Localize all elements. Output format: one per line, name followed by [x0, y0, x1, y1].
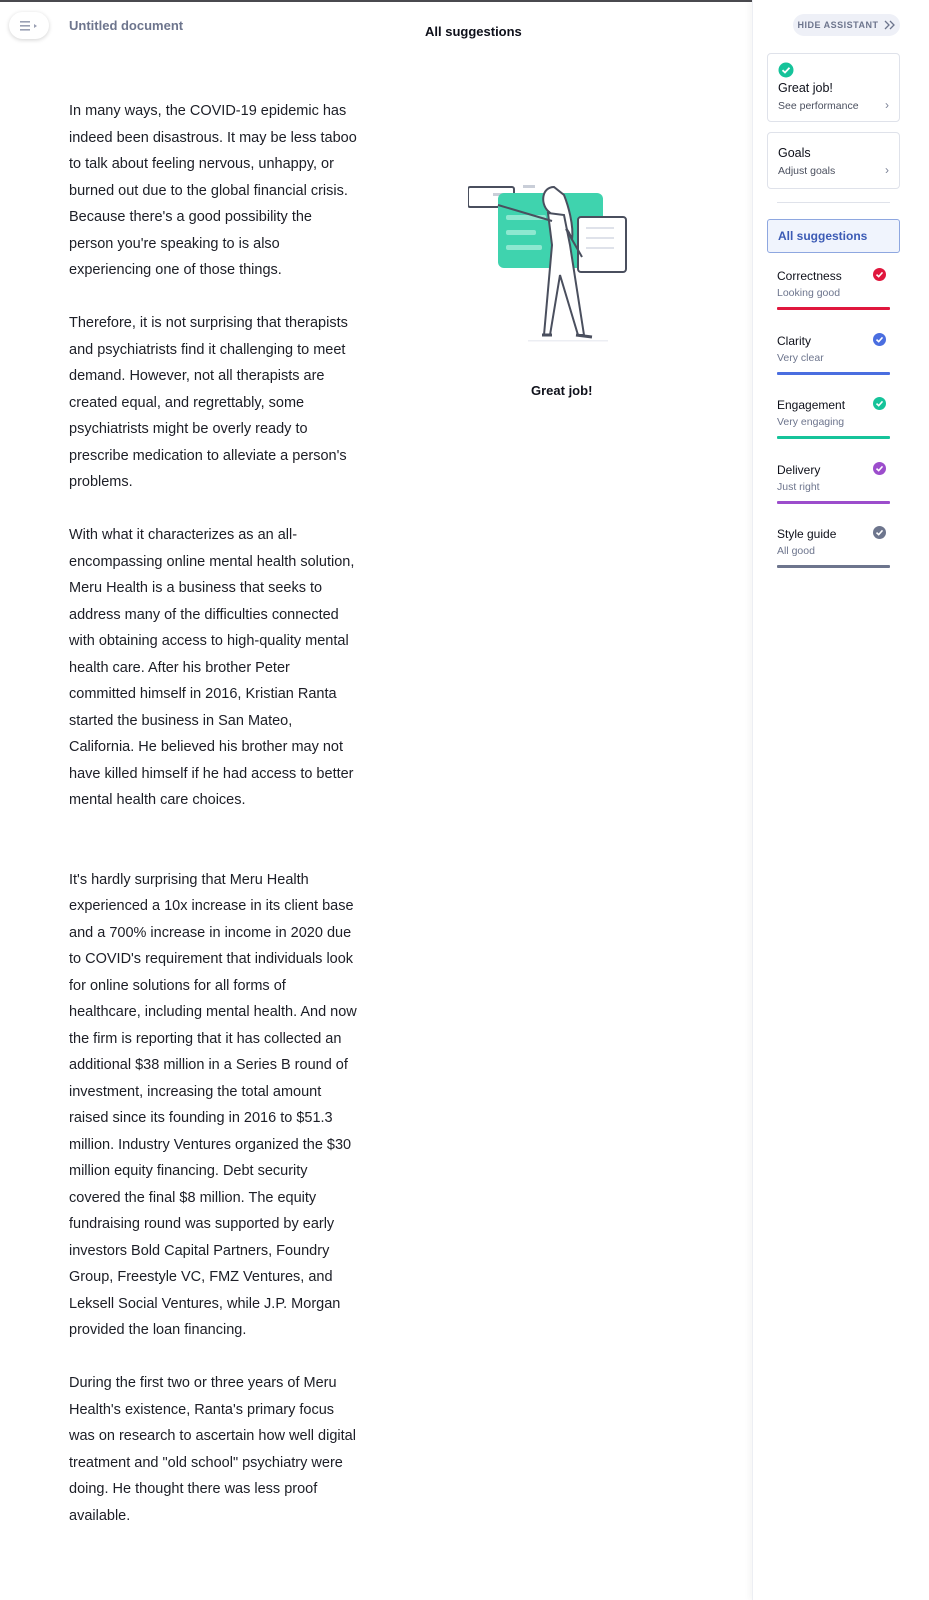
- hide-assistant-button[interactable]: [793, 14, 900, 36]
- performance-title: Great job!: [778, 81, 833, 95]
- menu-icon: [18, 19, 40, 33]
- check-circle-icon: [873, 462, 886, 475]
- paragraph[interactable]: During the first two or three years of Meru Health's existence, Ranta's primary focus was on research to ascertain how well digital treatment and "old school" psychiatry were doing. He thought there was less proof available.: [69, 1375, 356, 1524]
- hide-assistant-label: HIDE ASSISTANT: [797, 20, 879, 30]
- chevron-right-icon: ›: [885, 163, 889, 177]
- category-status: Looking good: [777, 287, 841, 299]
- category-score-bar: [777, 436, 890, 439]
- paragraph[interactable]: With what it characterizes as an all-encompassing online mental health solution, Meru Health is a business that seeks to address many of the difficulties connected with obtaining access to high-quality mental health care. After his brother Peter committed himself in 2016, Kristian Ranta started the business in San Mateo, California. He believed his brother may not have killed himself if he had access to better mental health care choices.: [69, 527, 355, 808]
- category-name: Style guide: [777, 527, 837, 541]
- category-engagement[interactable]: [777, 398, 890, 448]
- category-name: Clarity: [777, 334, 812, 348]
- all-suggestions-button[interactable]: All suggestions: [767, 219, 900, 253]
- suggestions-title: All suggestions: [425, 24, 522, 39]
- category-name: Correctness: [777, 269, 842, 283]
- paragraph[interactable]: It's hardly surprising that Meru Health experienced a 10x increase in its client base and a 700% increase in income in 2020 due to COVID's requirement that individuals look for online solutions for all forms of healthcare, including mental health. And now the firm is reporting that it has collected an additional $38 million in a Series B round of investment, increasing the total amount raised since its founding in 2016 to $51.3 million. Industry Ventures organized the $30 million equity financing. Debt security covered the final $8 million. The equity fundraising round was supported by early investors Bold Capital Partners, Foundry Group, Freestyle VC, FMZ Ventures, and Leksell Social Ventures, while J.P. Morgan provided the loan financing.: [69, 871, 357, 1338]
- category-status: Very engaging: [777, 416, 845, 428]
- category-score-bar: [777, 501, 890, 504]
- double-chevron-right-icon: [884, 20, 896, 30]
- check-circle-icon: [873, 526, 886, 539]
- paragraph[interactable]: In many ways, the COVID-19 epidemic has indeed been disastrous. It may be less taboo to talk about feeling nervous, unhappy, or burned out due to the global financial crisis. Because there's a good possibility the person you're speaking to is also experiencing one of those things.: [69, 103, 357, 278]
- category-score-bar: [777, 565, 890, 568]
- category-name: Engagement: [777, 398, 846, 412]
- document-editor[interactable]: [69, 98, 359, 1556]
- chevron-right-icon: ›: [885, 98, 889, 112]
- category-clarity[interactable]: [777, 334, 890, 384]
- goals-card[interactable]: [767, 132, 900, 189]
- category-delivery[interactable]: [777, 463, 890, 513]
- category-score-bar: [777, 372, 890, 375]
- goals-title: Goals: [778, 146, 811, 160]
- category-correctness[interactable]: [777, 269, 890, 319]
- great-job-label: Great job!: [531, 383, 593, 398]
- panel-divider: [777, 202, 890, 203]
- category-status: Just right: [777, 481, 820, 493]
- category-status: Very clear: [777, 352, 824, 364]
- category-style-guide[interactable]: [777, 527, 890, 577]
- category-name: Delivery: [777, 463, 821, 477]
- category-status: All good: [777, 545, 815, 557]
- adjust-goals-link[interactable]: Adjust goals: [778, 165, 836, 177]
- paragraph[interactable]: Therefore, it is not surprising that therapists and psychiatrists find it challenging to meet demand. However, not all therapists are created equal, and regrettably, some psychiatrists might be overly ready to prescribe medication to alleviate a person's problems.: [69, 315, 348, 490]
- see-performance-link[interactable]: See performance: [778, 100, 859, 112]
- check-circle-icon: [778, 62, 794, 78]
- check-circle-icon: [873, 268, 886, 281]
- category-score-bar: [777, 307, 890, 310]
- check-circle-icon: [873, 397, 886, 410]
- person-presenting-illustration: [468, 185, 633, 350]
- menu-button[interactable]: [9, 12, 49, 39]
- performance-card[interactable]: [767, 53, 900, 122]
- document-title[interactable]: Untitled document: [69, 18, 184, 33]
- check-circle-icon: [873, 333, 886, 346]
